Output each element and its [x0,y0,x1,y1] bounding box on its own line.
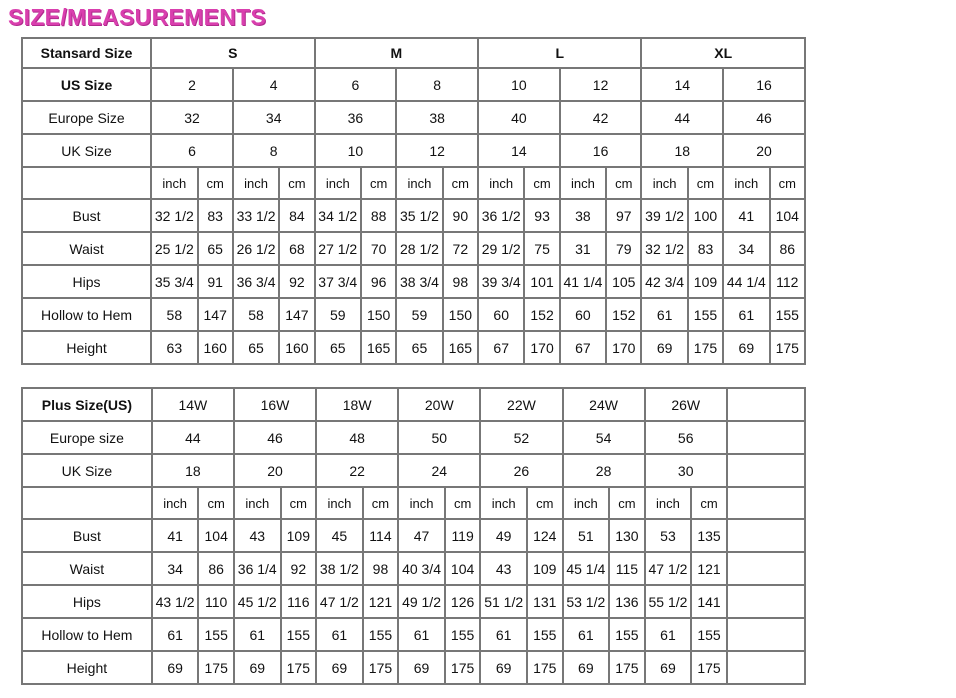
measurement-value: 28 1/2 [396,232,442,265]
blank-cell [22,487,152,519]
row-label: Waist [22,232,151,265]
row-label: UK Size [22,134,151,167]
size-value: 40 [478,101,560,134]
row-label: Bust [22,519,152,552]
blank-cell [727,585,805,618]
measurement-value: 44 1/4 [723,265,769,298]
size-value: 26 [480,454,562,487]
unit-label: cm [524,167,559,199]
measurement-value: 165 [361,331,396,364]
measurement-value: 37 3/4 [315,265,361,298]
measurement-value: 165 [443,331,478,364]
measurement-value: 69 [641,331,687,364]
size-group-header: M [315,38,478,68]
measurement-value: 121 [363,585,399,618]
measurement-value: 47 1/2 [645,552,692,585]
blank-cell [727,552,805,585]
measurement-value: 135 [691,519,727,552]
measurement-value: 36 1/4 [234,552,281,585]
measurement-value: 38 3/4 [396,265,442,298]
measurement-value: 84 [279,199,314,232]
row-label: Hollow to Hem [22,298,151,331]
size-value: 16 [560,134,642,167]
measurement-value: 34 1/2 [315,199,361,232]
size-value: 16W [234,388,316,421]
unit-label: cm [527,487,563,519]
blank-cell [22,167,151,199]
page-title: SIZE/MEASUREMENTS [8,4,267,30]
measurement-value: 53 1/2 [563,585,610,618]
measurement-value: 170 [606,331,641,364]
size-value: 56 [645,421,727,454]
plus-size-table [21,387,806,685]
measurement-value: 60 [478,298,524,331]
measurement-value: 98 [443,265,478,298]
size-value: 22 [316,454,398,487]
measurement-value: 147 [279,298,314,331]
measurement-value: 175 [445,651,481,684]
measurement-value: 61 [316,618,363,651]
unit-label: cm [445,487,481,519]
measurement-value: 170 [524,331,559,364]
size-value: 8 [396,68,478,101]
size-value: 14 [478,134,560,167]
measurement-value: 114 [363,519,399,552]
header-row [22,388,805,421]
size-group-header: XL [641,38,805,68]
measurement-value: 150 [443,298,478,331]
measurement-value: 155 [609,618,645,651]
measurement-value: 33 1/2 [233,199,279,232]
unit-label: cm [691,487,727,519]
blank-cell [727,421,805,454]
row-label: Stansard Size [22,38,151,68]
measurement-value: 119 [445,519,481,552]
unit-label: inch [233,167,279,199]
size-value: 14 [641,68,723,101]
size-value: 50 [398,421,480,454]
measurement-value: 155 [198,618,234,651]
row-label: Height [22,651,152,684]
measurement-value: 38 1/2 [316,552,363,585]
measurement-value: 31 [560,232,606,265]
measurement-value: 45 1/4 [563,552,610,585]
unit-label: cm [198,487,234,519]
measurement-value: 61 [645,618,692,651]
size-value: 36 [315,101,397,134]
measurement-value: 36 1/2 [478,199,524,232]
row-label: Height [22,331,151,364]
size-value: 42 [560,101,642,134]
blank-cell [727,388,805,421]
measurement-value: 55 1/2 [645,585,692,618]
measurement-value: 104 [770,199,805,232]
unit-label: inch [563,487,610,519]
unit-label: inch [396,167,442,199]
size-value: 14W [152,388,234,421]
measurement-value: 45 [316,519,363,552]
measurement-value: 98 [363,552,399,585]
row-label: Hips [22,265,151,298]
size-value: 22W [480,388,562,421]
measurement-value: 41 [152,519,199,552]
unit-label: inch [645,487,692,519]
blank-cell [727,519,805,552]
measurement-value: 43 1/2 [152,585,199,618]
measurement-value: 160 [198,331,233,364]
measurement-value: 51 1/2 [480,585,527,618]
measurement-value: 124 [527,519,563,552]
measurement-value: 175 [363,651,399,684]
size-value: 26W [645,388,727,421]
size-value: 48 [316,421,398,454]
measurement-value: 92 [281,552,317,585]
unit-label: inch [398,487,445,519]
measurement-value: 69 [234,651,281,684]
unit-label: cm [198,167,233,199]
measurement-value: 115 [609,552,645,585]
size-value: 12 [560,68,642,101]
measurement-value: 49 [480,519,527,552]
unit-label: inch [316,487,363,519]
table-row [22,585,805,618]
measurement-value: 152 [606,298,641,331]
measurement-value: 147 [198,298,233,331]
measurement-value: 175 [770,331,805,364]
size-value: 2 [151,68,233,101]
measurement-value: 59 [315,298,361,331]
header-row [22,38,805,68]
measurement-value: 131 [527,585,563,618]
measurement-value: 65 [396,331,442,364]
measurement-value: 105 [606,265,641,298]
measurement-value: 47 [398,519,445,552]
table-row [22,232,805,265]
size-value: 46 [723,101,805,134]
size-value: 20 [723,134,805,167]
unit-label: inch [478,167,524,199]
measurement-value: 41 1/4 [560,265,606,298]
measurement-value: 101 [524,265,559,298]
measurement-value: 35 1/2 [396,199,442,232]
measurement-value: 136 [609,585,645,618]
table-row [22,552,805,585]
measurement-value: 67 [560,331,606,364]
measurement-value: 91 [198,265,233,298]
row-label: Hips [22,585,152,618]
row-label: US Size [22,68,151,101]
unit-label: inch [641,167,687,199]
unit-label: cm [281,487,317,519]
size-value: 18 [641,134,723,167]
size-value: 18W [316,388,398,421]
measurement-value: 45 1/2 [234,585,281,618]
size-value: 44 [641,101,723,134]
measurement-value: 75 [524,232,559,265]
measurement-value: 96 [361,265,396,298]
size-value: 28 [563,454,645,487]
row-label: Europe size [22,421,152,454]
blank-cell [727,454,805,487]
measurement-value: 155 [770,298,805,331]
measurement-value: 61 [480,618,527,651]
unit-label: cm [770,167,805,199]
measurement-value: 109 [527,552,563,585]
measurement-value: 65 [198,232,233,265]
unit-label: cm [443,167,478,199]
table-row [22,199,805,232]
table-row [22,454,805,487]
measurement-value: 49 1/2 [398,585,445,618]
measurement-value: 83 [198,199,233,232]
measurement-value: 130 [609,519,645,552]
measurement-value: 152 [524,298,559,331]
measurement-value: 43 [480,552,527,585]
measurement-value: 97 [606,199,641,232]
size-value: 24W [563,388,645,421]
size-value: 54 [563,421,645,454]
measurement-value: 109 [688,265,723,298]
blank-cell [727,487,805,519]
measurement-value: 63 [151,331,197,364]
measurement-value: 160 [279,331,314,364]
unit-label: cm [688,167,723,199]
unit-row [22,487,805,519]
measurement-value: 53 [645,519,692,552]
measurement-value: 43 [234,519,281,552]
size-value: 46 [234,421,316,454]
size-value: 10 [315,134,397,167]
measurement-value: 104 [445,552,481,585]
row-label: UK Size [22,454,152,487]
measurement-value: 155 [363,618,399,651]
measurement-value: 58 [233,298,279,331]
measurement-value: 69 [723,331,769,364]
measurement-value: 67 [478,331,524,364]
row-label: Europe Size [22,101,151,134]
measurement-value: 104 [198,519,234,552]
measurement-value: 65 [233,331,279,364]
unit-label: cm [363,487,399,519]
measurement-value: 61 [641,298,687,331]
table-row [22,618,805,651]
measurement-value: 69 [316,651,363,684]
measurement-value: 69 [152,651,199,684]
measurement-value: 34 [152,552,199,585]
measurement-value: 175 [609,651,645,684]
measurement-value: 70 [361,232,396,265]
measurement-value: 121 [691,552,727,585]
size-value: 18 [152,454,234,487]
measurement-value: 90 [443,199,478,232]
size-value: 20W [398,388,480,421]
measurement-value: 59 [396,298,442,331]
blank-cell [727,618,805,651]
measurement-value: 58 [151,298,197,331]
table-row [22,134,805,167]
measurement-value: 32 1/2 [151,199,197,232]
table-row [22,298,805,331]
size-group-header: S [151,38,314,68]
size-value: 6 [151,134,233,167]
table-row [22,519,805,552]
row-label: Waist [22,552,152,585]
unit-label: inch [315,167,361,199]
size-value: 6 [315,68,397,101]
measurement-value: 86 [770,232,805,265]
unit-label: inch [723,167,769,199]
size-value: 8 [233,134,315,167]
table-row [22,331,805,364]
measurement-value: 32 1/2 [641,232,687,265]
table-row [22,68,805,101]
size-value: 44 [152,421,234,454]
measurement-value: 61 [563,618,610,651]
unit-label: cm [609,487,645,519]
measurement-value: 155 [527,618,563,651]
measurement-value: 35 3/4 [151,265,197,298]
unit-label: cm [279,167,314,199]
measurement-value: 93 [524,199,559,232]
unit-label: cm [606,167,641,199]
standard-size-table [21,37,806,365]
measurement-value: 29 1/2 [478,232,524,265]
unit-label: inch [152,487,199,519]
size-value: 20 [234,454,316,487]
measurement-value: 83 [688,232,723,265]
size-value: 24 [398,454,480,487]
size-value: 4 [233,68,315,101]
size-value: 30 [645,454,727,487]
measurement-value: 40 3/4 [398,552,445,585]
unit-label: cm [361,167,396,199]
row-label: Plus Size(US) [22,388,152,421]
measurement-value: 41 [723,199,769,232]
measurement-value: 39 3/4 [478,265,524,298]
measurement-value: 155 [445,618,481,651]
table-row [22,265,805,298]
size-group-header: L [478,38,641,68]
table-row [22,101,805,134]
measurement-value: 65 [315,331,361,364]
row-label: Bust [22,199,151,232]
measurement-value: 175 [691,651,727,684]
measurement-value: 68 [279,232,314,265]
measurement-value: 25 1/2 [151,232,197,265]
measurement-value: 126 [445,585,481,618]
measurement-value: 61 [398,618,445,651]
measurement-value: 51 [563,519,610,552]
measurement-value: 155 [691,618,727,651]
blank-cell [727,651,805,684]
measurement-value: 175 [281,651,317,684]
measurement-value: 175 [198,651,234,684]
measurement-value: 60 [560,298,606,331]
size-value: 38 [396,101,478,134]
measurement-value: 86 [198,552,234,585]
measurement-value: 42 3/4 [641,265,687,298]
measurement-value: 61 [234,618,281,651]
table-row [22,651,805,684]
measurement-value: 69 [563,651,610,684]
measurement-value: 155 [281,618,317,651]
size-value: 16 [723,68,805,101]
measurement-value: 116 [281,585,317,618]
size-value: 52 [480,421,562,454]
measurement-value: 88 [361,199,396,232]
measurement-value: 36 3/4 [233,265,279,298]
measurement-value: 175 [688,331,723,364]
measurement-value: 69 [398,651,445,684]
size-value: 12 [396,134,478,167]
measurement-value: 27 1/2 [315,232,361,265]
measurement-value: 79 [606,232,641,265]
measurement-value: 34 [723,232,769,265]
row-label: Hollow to Hem [22,618,152,651]
measurement-value: 141 [691,585,727,618]
unit-label: inch [234,487,281,519]
measurement-value: 26 1/2 [233,232,279,265]
size-value: 10 [478,68,560,101]
measurement-value: 47 1/2 [316,585,363,618]
measurement-value: 38 [560,199,606,232]
measurement-value: 69 [645,651,692,684]
measurement-value: 110 [198,585,234,618]
size-value: 32 [151,101,233,134]
measurement-value: 61 [723,298,769,331]
table-row [22,421,805,454]
measurement-value: 175 [527,651,563,684]
measurement-value: 112 [770,265,805,298]
measurement-value: 109 [281,519,317,552]
measurement-value: 92 [279,265,314,298]
measurement-value: 72 [443,232,478,265]
measurement-value: 61 [152,618,199,651]
size-value: 34 [233,101,315,134]
unit-label: inch [151,167,197,199]
measurement-value: 150 [361,298,396,331]
unit-row [22,167,805,199]
measurement-value: 69 [480,651,527,684]
unit-label: inch [480,487,527,519]
measurement-value: 100 [688,199,723,232]
measurement-value: 39 1/2 [641,199,687,232]
measurement-value: 155 [688,298,723,331]
unit-label: inch [560,167,606,199]
